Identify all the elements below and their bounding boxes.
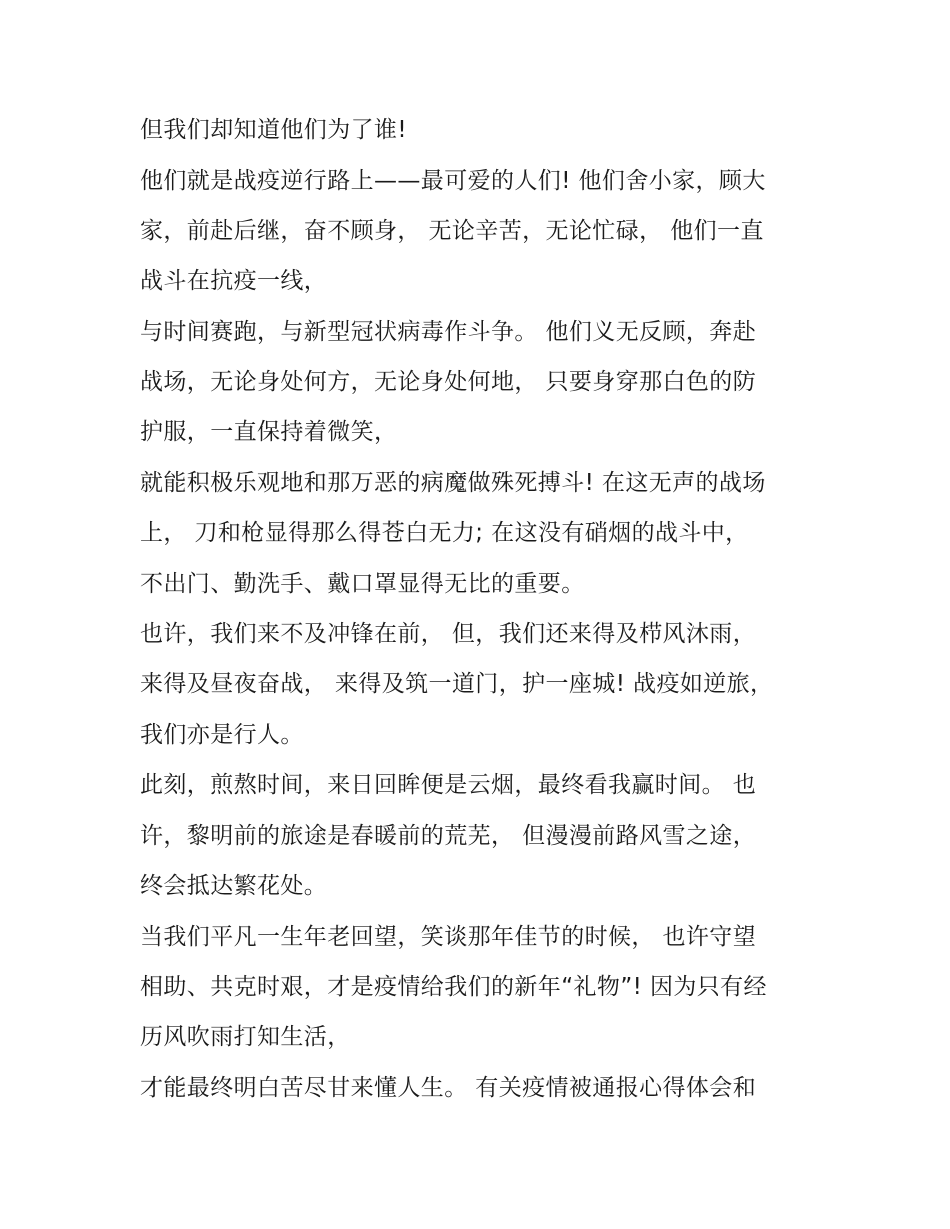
- text-line-11: 也许，我们来不及冲锋在前， 但，我们还来得及栉风沐雨，: [140, 621, 757, 647]
- text-line-6: 战场，无论身处何方，无论身处何地， 只要身穿那白色的防: [140, 369, 757, 395]
- text-line-7: 护服，一直保持着微笑，: [140, 419, 398, 445]
- text-line-18: 相助、共克时艰，才是疫情给我们的新年“礼物”! 因为只有经: [140, 974, 767, 1000]
- text-line-2: 他们就是战疫逆行路上——最可爱的人们! 他们舍小家，顾大: [140, 168, 766, 194]
- text-line-12: 来得及昼夜奋战， 来得及筑一道门，护一座城! 战疫如逆旅，: [140, 671, 774, 697]
- text-line-13: 我们亦是行人。: [140, 722, 304, 748]
- text-line-14: 此刻，煎熬时间，来日回眸便是云烟，最终看我赢时间。 也: [140, 772, 757, 798]
- text-line-3: 家，前赴后继，奋不顾身， 无论辛苦，无论忙碌， 他们一直: [140, 218, 764, 244]
- text-line-1: 但我们却知道他们为了谁!: [140, 117, 408, 143]
- text-line-19: 历风吹雨打知生活，: [140, 1024, 351, 1050]
- text-line-16: 终会抵达繁花处。: [140, 873, 328, 899]
- text-line-4: 战斗在抗疫一线，: [140, 268, 328, 294]
- text-line-5: 与时间赛跑，与新型冠状病毒作斗争。 他们义无反顾，奔赴: [140, 319, 757, 345]
- text-line-17: 当我们平凡一生年老回望，笑谈那年佳节的时候， 也许守望: [140, 924, 757, 950]
- text-line-9: 上， 刀和枪显得那么得苍白无力; 在这没有硝烟的战斗中，: [140, 520, 749, 546]
- text-line-10: 不出门、勤洗手、戴口罩显得无比的重要。: [140, 571, 585, 597]
- text-line-15: 许，黎明前的旅途是春暖前的荒芜， 但漫漫前路风雪之途，: [140, 823, 757, 849]
- text-line-20: 才能最终明白苦尽甘来懂人生。 有关疫情被通报心得体会和: [140, 1075, 757, 1101]
- text-line-8: 就能积极乐观地和那万恶的病魔做殊死搏斗! 在这无声的战场: [140, 470, 766, 496]
